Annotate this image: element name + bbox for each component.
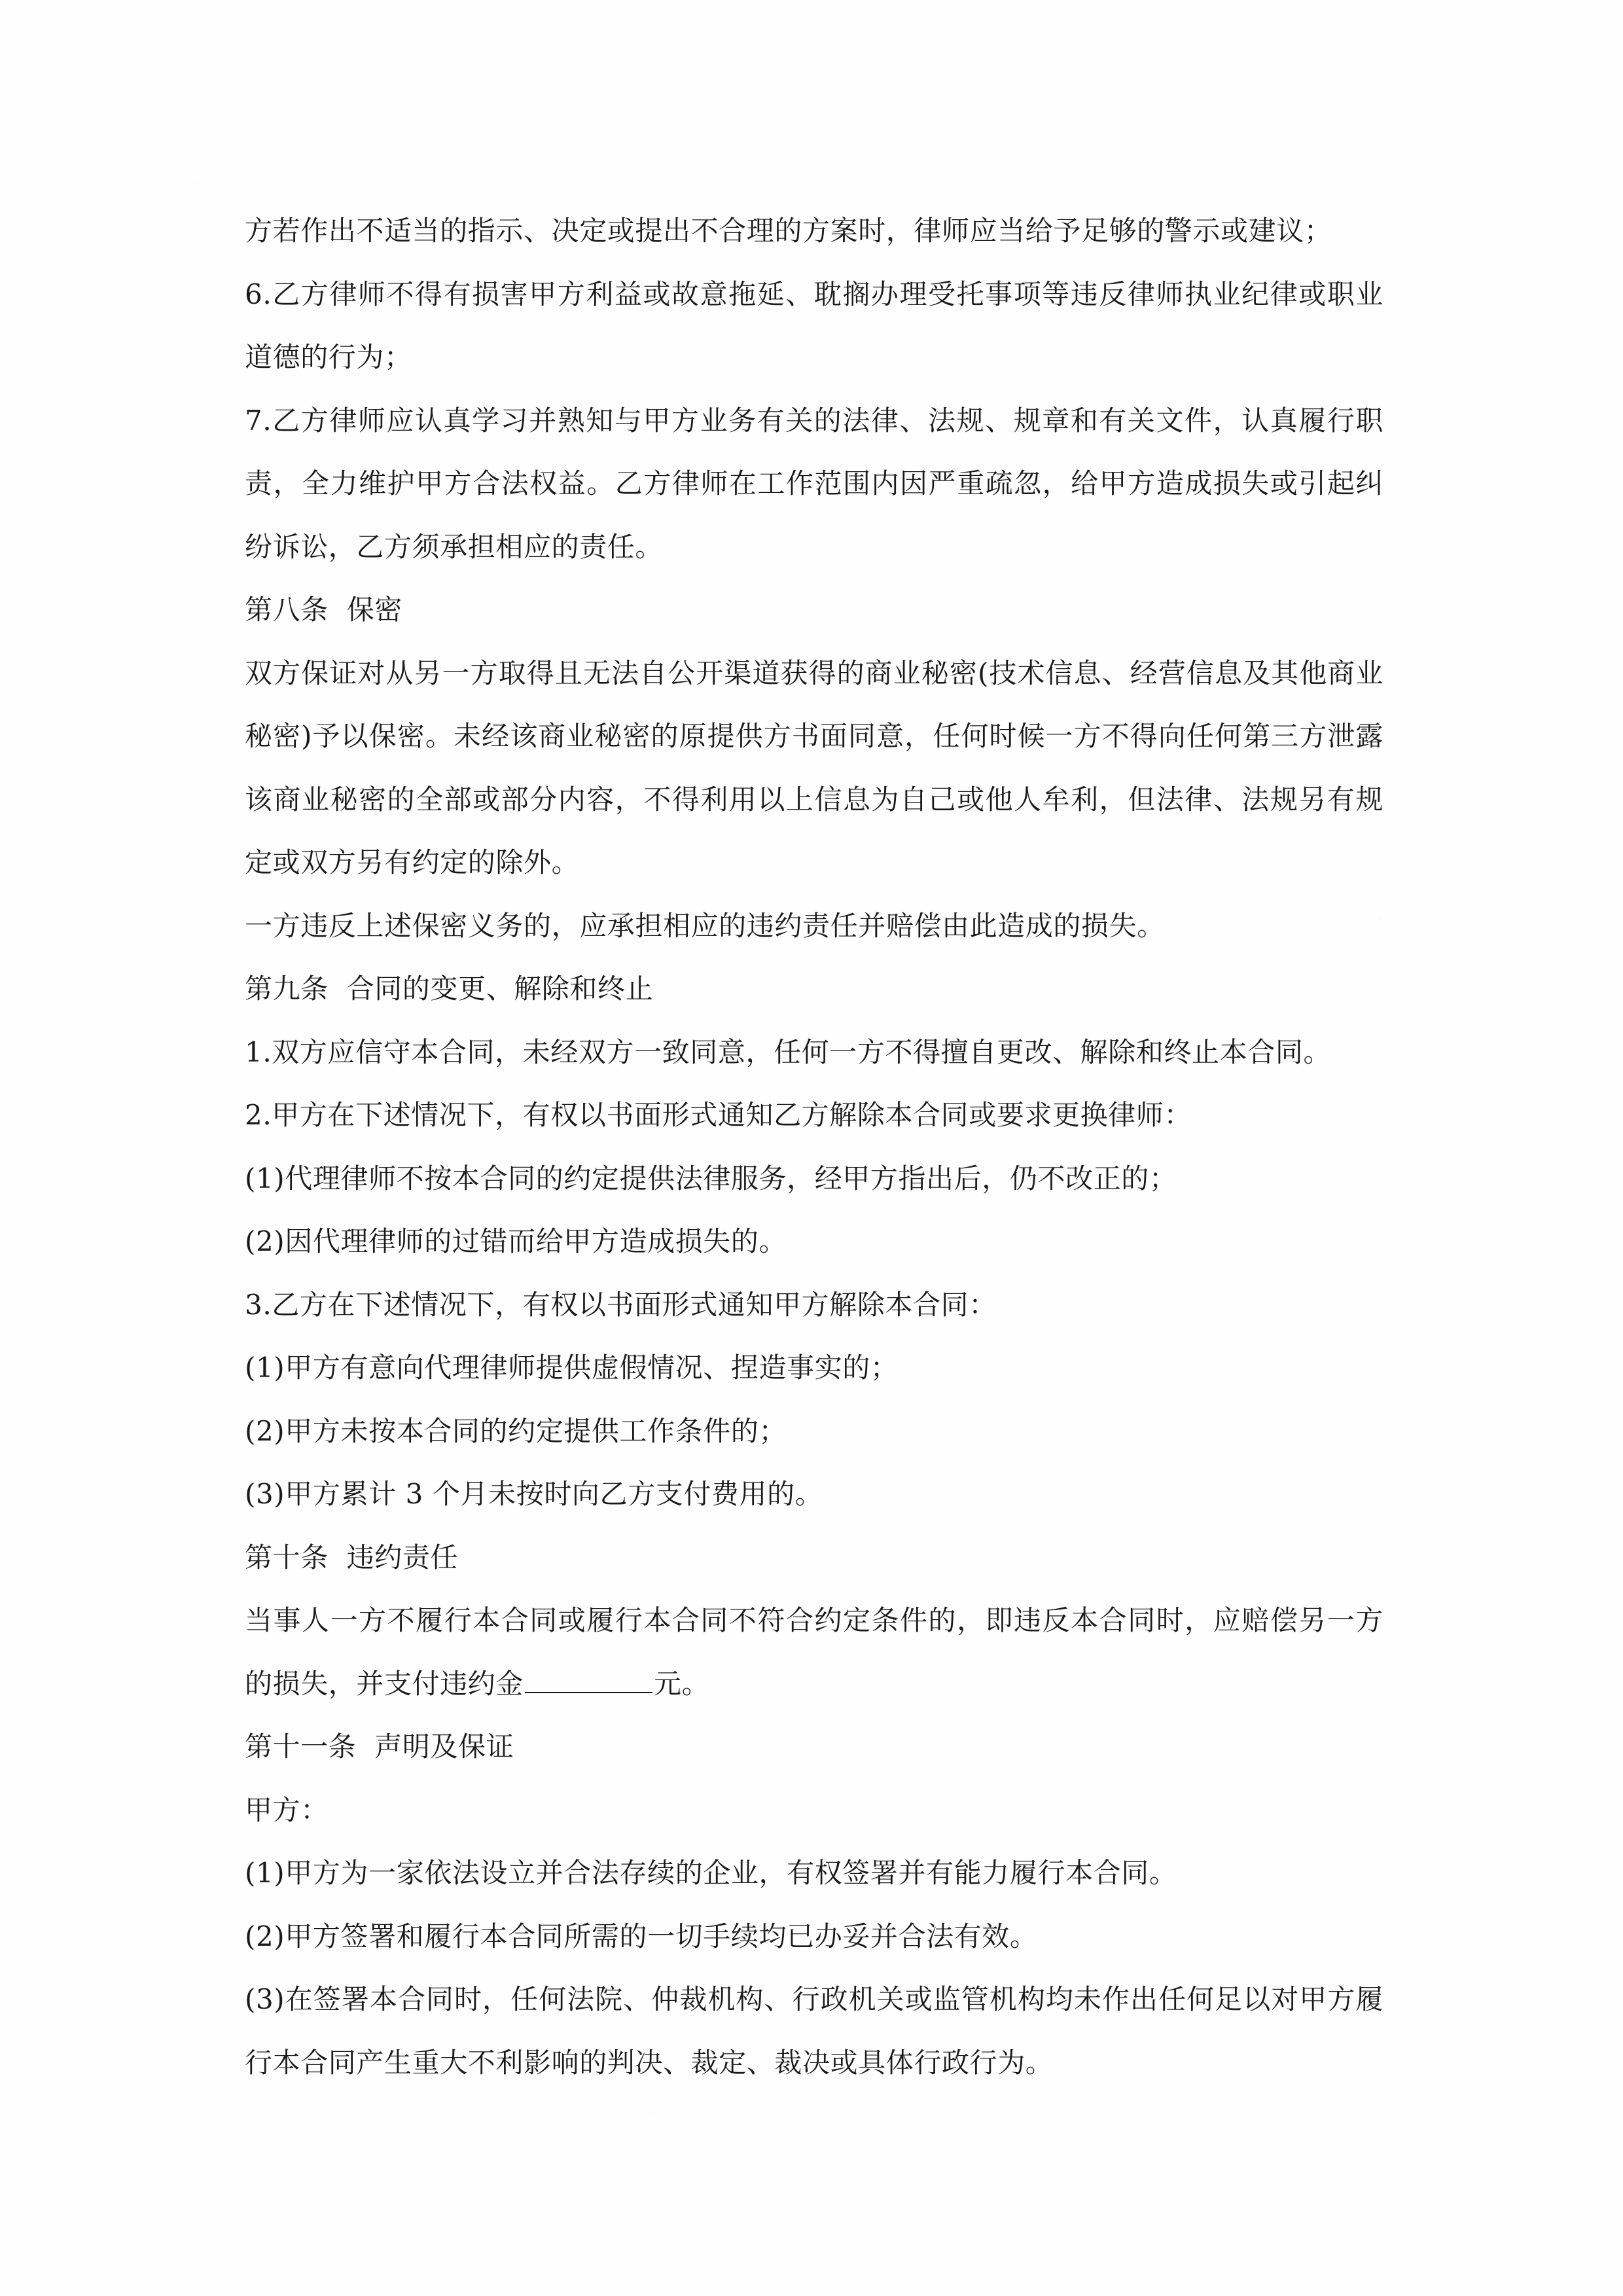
paragraph: (1)代理律师不按本合同的约定提供法律服务，经甲方指出后，仍不改正的；: [245, 1162, 1177, 1194]
paragraph: 1.双方应信守本合同，未经双方一致同意，任何一方不得擅自更改、解除和终止本合同。: [245, 1035, 1332, 1068]
paragraph: 2.甲方在下述情况下，有权以书面形式通知乙方解除本合同或要求更换律师：: [245, 1099, 1192, 1131]
penalty-amount-blank: [525, 1663, 652, 1693]
paragraph: (2)因代理律师的过错而给甲方造成损失的。: [245, 1225, 787, 1257]
penalty-text: 当事人一方不履行本合同或履行本合同不符合约定条件的，即违反本合同时，应赔偿另一方的损失，并支付违约金: [245, 1604, 1383, 1700]
paragraph: (2)甲方签署和履行本合同所需的一切手续均已办妥并合法有效。: [245, 1920, 1038, 1952]
document-body: [245, 200, 1383, 2094]
section-heading-article-8: 第八条 保密: [245, 594, 402, 626]
paragraph: (1)甲方有意向代理律师提供虚假情况、捏造事实的；: [245, 1352, 899, 1384]
paragraph: 7.乙方律师应认真学习并熟知与甲方业务有关的法律、法规、规章和有关文件，认真履行职责，全力维护甲方合法权益。乙方律师在工作范围内因严重疏忽，给甲方造成损失或引起纠纷诉讼，乙方须承担相应的责任。: [245, 404, 1383, 563]
paragraph: (3)在签署本合同时，任何法院、仲裁机构、行政机关或监管机构均未作出任何足以对甲方履行本合同产生重大不利影响的判决、裁定、裁决或具体行政行为。: [245, 1983, 1383, 2079]
paragraph: (1)甲方为一家依法设立并合法存续的企业，有权签署并有能力履行本合同。: [245, 1857, 1177, 1889]
paragraph: (2)甲方未按本合同的约定提供工作条件的；: [245, 1414, 787, 1447]
penalty-unit: 元。: [654, 1667, 710, 1700]
paragraph: 双方保证对从另一方取得且无法自公开渠道获得的商业秘密(技术信息、经营信息及其他商业秘密)予以保密。未经该商业秘密的原提供方书面同意，任何时候一方不得向任何第三方泄露该商业秘密的全部或部分内容，不得利用以上信息为自己或他人牟利，但法律、法规另有规定或双方另有约定的除外。: [245, 656, 1383, 878]
paragraph: 一方违反上述保密义务的，应承担相应的违约责任并赔偿由此造成的损失。: [245, 909, 1165, 942]
section-heading-article-11: 第十一条 声明及保证: [245, 1731, 514, 1763]
paragraph: 3.乙方在下述情况下，有权以书面形式通知甲方解除本合同：: [245, 1288, 997, 1321]
paragraph: (3)甲方累计 3 个月未按时向乙方支付费用的。: [245, 1478, 823, 1510]
paragraph: 方若作出不适当的指示、决定或提出不合理的方案时，律师应当给予足够的警示或建议；: [245, 215, 1332, 247]
paragraph: 6.乙方律师不得有损害甲方利益或故意拖延、耽搁办理受托事项等违反律师执业纪律或职业道德的行为；: [245, 278, 1383, 373]
penalty-paragraph: [245, 1589, 1383, 1715]
section-heading-article-9: 第九条 合同的变更、解除和终止: [245, 973, 654, 1005]
section-heading-article-10: 第十条 违约责任: [245, 1541, 459, 1573]
paragraph: 甲方：: [245, 1793, 329, 1826]
